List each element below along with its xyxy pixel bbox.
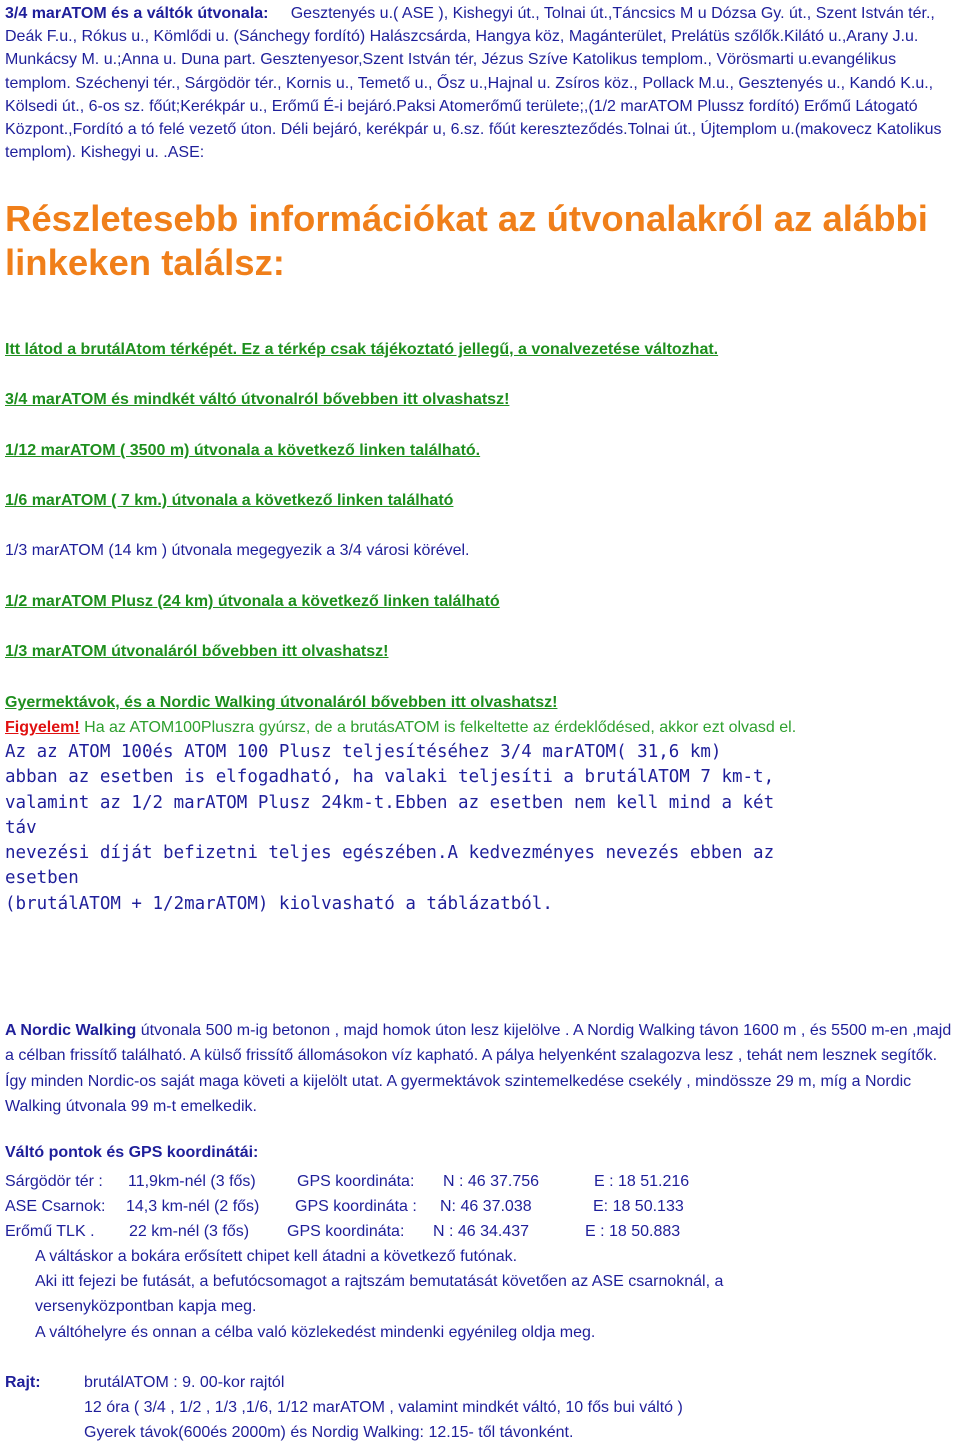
maratom-13-note: 1/3 marATOM (14 km ) útvonala megegyezik a 3/4 városi körével.: [5, 542, 470, 559]
gps-title: Váltó pontok és GPS koordinátái:: [5, 1144, 259, 1161]
start-label: Rajt:: [5, 1374, 41, 1391]
kids-nordic-link[interactable]: Gyermektávok, és a Nordic Walking útvonaláról bővebben itt olvashatsz!: [5, 694, 558, 711]
gps-e: E : 18 51.216: [594, 1173, 690, 1190]
gps-dist: 11,9km-nél (3 fős): [128, 1173, 256, 1190]
map-link[interactable]: Itt látod a brutálAtom térképét. Ez a térkép csak tájékoztató jellegű, a vonalvezetése változhat.: [5, 341, 719, 358]
relay-note: A váltáskor a bokára erősített chipet kell átadni a következő futónak.: [35, 1248, 518, 1265]
gps-dist: 14,3 km-nél (2 fős): [126, 1198, 260, 1215]
relay-note: A váltóhelyre és onnan a célba való közlekedést mindenki egyénileg oldja meg.: [35, 1324, 596, 1341]
gps-e: E : 18 50.883: [585, 1223, 681, 1240]
gps-label: GPS koordináta :: [295, 1198, 417, 1215]
maratom-12-plusz-link[interactable]: 1/2 marATOM Plusz (24 km) útvonala a következő linken található: [5, 593, 500, 610]
maratom-34-link[interactable]: 3/4 marATOM és mindkét váltó útvonalról bővebben itt olvashatsz!: [5, 391, 510, 408]
route-lead: 3/4 marATOM és a váltók útvonala:: [5, 5, 269, 22]
nordic-text: útvonala 500 m-ig betonon , majd homok úton lesz kijelölve . A Nordig Walking távon 1600 m , és 5500 m-en ,majd a célban frissítő található. A külső frissítő állomásokon víz kapható. A pálya helyenként szalagozva lesz , tehát nem lesznek segítők. Így minden Nordic-os saját maga követi a kijelölt utat. A gyermektávok szintemelkedése csekély , mindössze 29 m, míg a Nordic Walking útvonala 99 m-t emelkedik.: [5, 1022, 952, 1115]
nordic-bold: A Nordic Walking: [5, 1022, 137, 1039]
route-text: Gesztenyés u.( ASE ), Kishegyi út., Tolnai út.,Táncsics M u Dózsa Gy. út., Szent István tér., Deák F.u., Rókus u., Kömlődi u. (Sánchegy fordító) Halászcsárda, Hangya köz, Magánterület, Prelátüs szőlők.Kilátó u.,Arany J.u. Munkácsy M. u.;Anna u. Duna part. Gesztenyesor,Szent István tér, Jézus Szíve Katolikus templom., Vörösmarti u.evangélikus templom. Széchenyi tér., Sárgödör tér., Kornis u., Temető u., Ősz u.,Hajnal u. Zsíros köz., Pollack M.u., Gesztenyés u., Kandó K.u., Kölsedi út., 6-os sz. főút;Kerékpár u., Erőmű É-i bejáró.Paksi Atomerőmű területe;,(1/2 marATOM Plussz fordító) Erőmű Látogató Központ.,Fordító a tó felé vezető úton. Déli bejáró, kerékpár u, 6.sz. főút kereszteződés.Tolnai út., Újtemplom u.(makovecz Katolikus templom). Kishegyi u. .ASE:: [5, 5, 942, 162]
maratom-16-link[interactable]: 1/6 marATOM ( 7 km.) útvonala a következő linken található: [5, 492, 454, 509]
warning-text: Ha az ATOM100Pluszra gyúrsz, de a brutásATOM is felkeltette az érdeklődésed, akkor ezt olvasd el.: [79, 719, 797, 736]
nordic-paragraph: [5, 1018, 955, 1119]
gps-place: ASE Csarnok:: [5, 1198, 106, 1215]
maratom-112-link[interactable]: 1/12 marATOM ( 3500 m) útvonala a következő linken található.: [5, 442, 481, 459]
gps-label: GPS koordináta:: [287, 1223, 405, 1240]
start-line: brutálATOM : 9. 00-kor rajtól: [84, 1374, 285, 1391]
gps-label: GPS koordináta:: [297, 1173, 415, 1190]
maratom-13-link[interactable]: 1/3 marATOM útvonaláról bővebben itt olvashatsz!: [5, 643, 389, 660]
gps-n: N : 46 34.437: [433, 1223, 530, 1240]
details-headline: Részletesebb információkat az útvonalakról az alábbi linkeken találsz:: [5, 198, 928, 283]
gps-place: Sárgödör tér :: [5, 1173, 103, 1190]
gps-place: Erőmű TLK .: [5, 1223, 95, 1240]
gps-n: N: 46 37.038: [440, 1198, 532, 1215]
warning-line: [5, 718, 796, 738]
gps-dist: 22 km-nél (3 fős): [129, 1223, 250, 1240]
start-times: [84, 1370, 683, 1445]
relay-note: Aki itt fejezi be futását, a befutócsomagot a rajtszám bemutatását követően az ASE csarnoknál, a versenyközpontban kapja meg.: [35, 1273, 724, 1316]
route-description: [5, 2, 955, 164]
warning-link[interactable]: Figyelem!: [5, 719, 80, 736]
start-line: Gyerek távok(600és 2000m) és Nordig Walking: 12.15- től távonként.: [84, 1424, 574, 1441]
start-line: 12 óra ( 3/4 , 1/2 , 1/3 ,1/6, 1/12 marATOM , valamint mindkét váltó, 10 fős bui váltó ): [84, 1399, 683, 1416]
gps-n: N : 46 37.756: [443, 1173, 540, 1190]
gps-e: E: 18 50.133: [593, 1198, 684, 1215]
atom100-paragraph: Az az ATOM 100és ATOM 100 Plusz teljesítéséhez 3/4 marATOM( 31,6 km) abban az esetben is elfogadható, ha valaki teljesíti a brutálATOM 7 km-t, valamint az 1/2 marATOM Plusz 24km-t.Ebben az esetben nem kell mind a két táv nevezési díját befizetni teljes egészében.A kedvezményes nevezés ebben az esetben (brutálATOM + 1/2marATOM) kiolvasható a táblázatból.: [5, 742, 775, 914]
